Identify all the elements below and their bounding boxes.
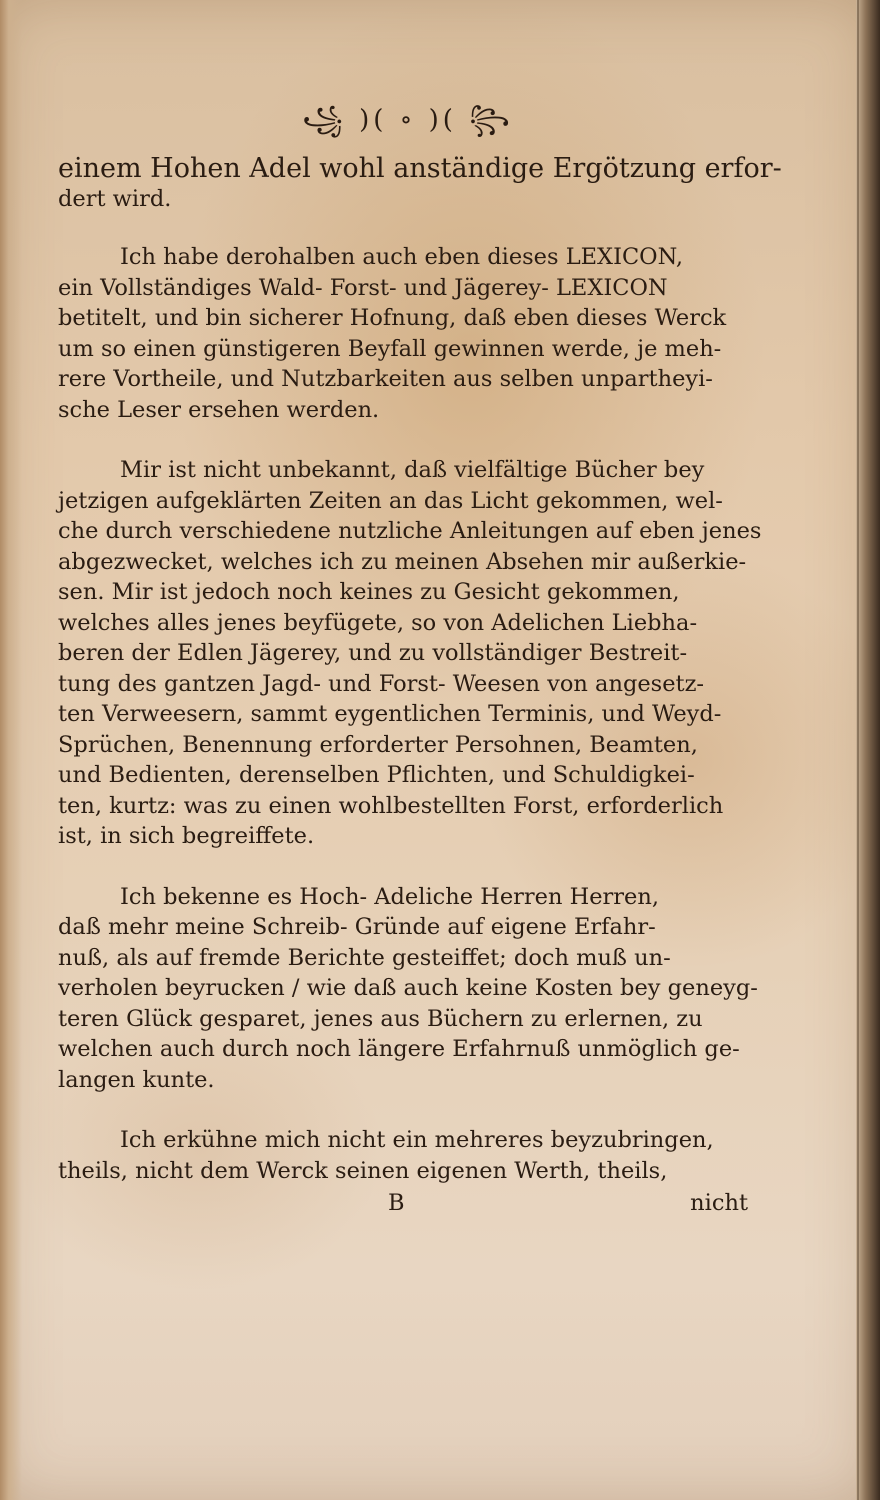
text-line: teren Glück gesparet, jenes aus Büchern zu erlernen, zu	[58, 1005, 703, 1032]
page-text-block	[58, 100, 782, 1218]
paragraph-4	[58, 882, 758, 1096]
header-ornament: ꧁ )( ∘ )( ꧂	[302, 105, 514, 135]
text-line: theils, nicht dem Werck seinen eigenen Werth, theils,	[58, 1157, 668, 1184]
text-line: dert wird.	[58, 186, 172, 212]
paragraph-1	[58, 152, 782, 212]
text-line: ein Vollständiges Wald- Forst- und Jägerey- LEXICON	[58, 274, 668, 301]
text-line: einem Hohen Adel wohl anständige Ergötzung erfor-	[58, 153, 782, 184]
text-line: betitelt, und bin sicherer Hofnung, daß eben dieses Werck	[58, 305, 727, 331]
paragraph-5	[58, 1125, 758, 1186]
text-line: nuß, als auf fremde Berichte gesteiffet; doch muß un-	[58, 944, 671, 971]
text-line: welchen auch durch noch längere Erfahrnuß unmöglich ge-	[58, 1036, 740, 1062]
text-line: che durch verschiedene nutzliche Anleitungen auf eben jenes	[58, 518, 762, 544]
text-line: ist, in sich begreiffete.	[58, 823, 315, 849]
text-line: Sprüchen, Benennung erforderter Persohnen, Beamten,	[58, 731, 698, 758]
text-line: sche Leser ersehen werden.	[58, 396, 380, 423]
page-footer-line	[58, 1188, 758, 1218]
text-line: Ich habe derohalben auch eben dieses LEXICON,	[120, 244, 684, 270]
text-line: tung des gantzen Jagd- und Forst- Weesen von angesetz-	[58, 670, 705, 697]
text-line: Mir ist nicht unbekannt, daß vielfältige Bücher bey	[120, 457, 705, 483]
text-line: verholen beyrucken / wie daß auch keine Kosten bey geneyg-	[58, 975, 758, 1001]
page-right-edge	[856, 0, 880, 1500]
text-line: sen. Mir ist jedoch noch keines zu Gesicht gekommen,	[58, 579, 680, 605]
paragraph-2	[58, 242, 758, 425]
text-line: um so einen günstigeren Beyfall gewinnen werde, je meh-	[58, 335, 722, 362]
text-line: ten, kurtz: was zu einen wohlbestellten Forst, erforderlich	[58, 792, 724, 819]
page-fold-line	[857, 0, 859, 1500]
text-line: welches alles jenes beyfügete, so von Adelichen Liebha-	[58, 609, 698, 636]
signature-mark: B	[388, 1190, 405, 1216]
page-left-edge	[0, 0, 22, 1500]
paragraph-3	[58, 455, 762, 852]
text-line: langen kunte.	[58, 1066, 215, 1093]
text-line: rere Vortheile, und Nutzbarkeiten aus selben unpartheyi-	[58, 366, 713, 392]
text-line: und Bedienten, derenselben Pflichten, und Schuldigkei-	[58, 762, 695, 788]
text-line: ten Verweesern, sammt eygentlichen Terminis, und Weyd-	[58, 701, 722, 727]
text-line: Ich erkühne mich nicht ein mehreres beyzubringen,	[120, 1127, 714, 1153]
text-line: jetzigen aufgeklärten Zeiten an das Licht gekommen, wel-	[58, 487, 723, 514]
catchword: nicht	[690, 1190, 748, 1216]
text-line: Ich bekenne es Hoch- Adeliche Herren Herren,	[120, 883, 660, 910]
text-line: abgezwecket, welches ich zu meinen Absehen mir außerkie-	[58, 548, 747, 575]
text-line: daß mehr meine Schreib- Gründe auf eigene Erfahr-	[58, 914, 656, 940]
text-line: beren der Edlen Jägerey, und zu vollständiger Bestreit-	[58, 640, 688, 666]
